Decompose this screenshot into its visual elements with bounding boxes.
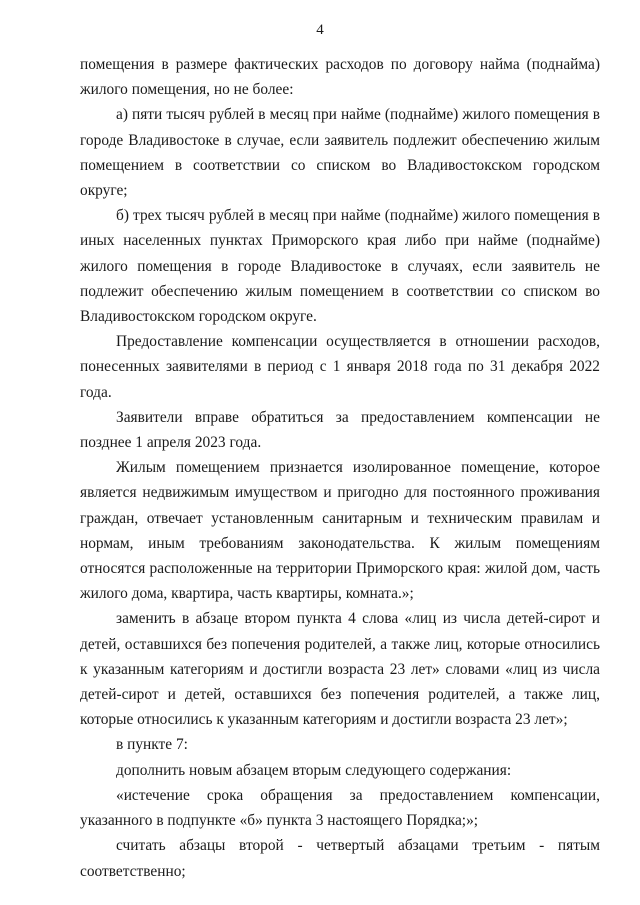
page-number: 4 [316, 22, 324, 38]
paragraph: Предоставление компенсации осуществляется в отношении расходов, понесенных заявителями в период с 1 января 2018 года по 31 декабря 2022 года. [80, 333, 600, 401]
paragraph: дополнить новым абзацем вторым следующего содержания: [116, 761, 512, 779]
paragraph: считать абзацы второй - четвертый абзацами третьим - пятым соответственно; [80, 837, 600, 880]
paragraph: в пункте 7: [116, 736, 188, 754]
paragraph: заменить в абзаце втором пункта 4 слова «лиц из числа детей-сирот и детей, оставшихся без попечения родителей, а также лиц, которые относились к указанным категориям и достигли возраста 23 лет» словами «лиц из числа детей-сирот и детей, оставшихся без попечения родителей, а также лиц, которые относились к указанным категориям и достигли возраста 23 лет»; [80, 610, 600, 729]
paragraph: б) трех тысяч рублей в месяц при найме (поднайме) жилого помещения в иных населенных пунктах Приморского края либо при найме (поднайме) жилого помещения в городе Владивостоке в случаях, если заявитель не подлежит обеспечению жилым помещением в соответствии со списком во Владивостокском городском округе. [80, 207, 600, 326]
paragraph: а) пяти тысяч рублей в месяц при найме (поднайме) жилого помещения в городе Владивостоке в случае, если заявитель подлежит обеспечению жилым помещением в соответствии со списком во Владивостокском городском округе; [80, 106, 600, 200]
paragraph: помещения в размере фактических расходов по договору найма (поднайма) жилого помещения, но не более: [80, 56, 600, 99]
document-body [80, 52, 600, 884]
paragraph: Жилым помещением признается изолированное помещение, которое является недвижимым имуществом и пригодно для постоянного проживания граждан, отвечает установленным санитарным и техническим правилам и нормам, иным требованиям законодательства. К жилым помещениям относятся расположенные на территории Приморского края: жилой дом, часть жилого дома, квартира, часть квартиры, комната.»; [80, 459, 600, 603]
paragraph: «истечение срока обращения за предоставлением компенсации, указанного в подпункте «б» пункта 3 настоящего Порядка;»; [80, 786, 600, 830]
paragraph: Заявители вправе обратиться за предоставлением компенсации не позднее 1 апреля 2023 года. [80, 408, 600, 452]
